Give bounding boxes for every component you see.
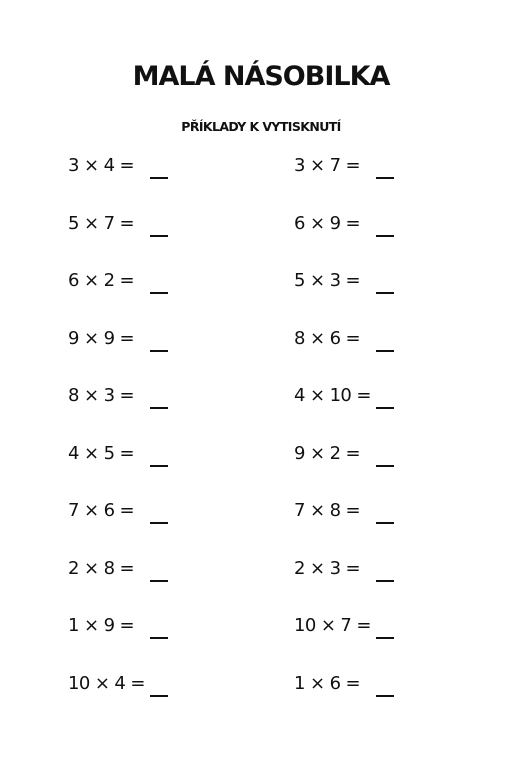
answer-blank — [376, 177, 394, 179]
answer-blank — [150, 465, 168, 467]
problem-item — [68, 148, 268, 206]
problem-item — [68, 378, 268, 436]
problem-expression: 10 × 7 = — [294, 615, 371, 636]
page-subtitle: PŘÍKLADY K VYTISKNUTÍ — [181, 119, 341, 134]
answer-blank — [150, 350, 168, 352]
answer-blank — [376, 695, 394, 697]
problem-expression: 3 × 7 = — [294, 155, 361, 176]
problem-column-right — [294, 148, 494, 728]
problem-item — [68, 321, 268, 379]
problem-item — [294, 263, 494, 321]
problem-expression: 7 × 6 = — [68, 500, 135, 521]
answer-blank — [376, 407, 394, 409]
answer-blank — [376, 292, 394, 294]
problem-item — [294, 436, 494, 494]
problem-item — [294, 551, 494, 609]
answer-blank — [376, 350, 394, 352]
problem-expression: 9 × 2 = — [294, 442, 361, 464]
problem-expression: 4 × 10 = — [294, 385, 371, 406]
answer-blank — [150, 637, 168, 639]
answer-blank — [150, 695, 168, 697]
problem-expression: 8 × 6 = — [294, 327, 361, 349]
problem-item — [68, 436, 268, 494]
problem-expression: 3 × 4 = — [68, 155, 135, 176]
problem-item — [68, 206, 268, 264]
problem-column-left — [68, 148, 268, 728]
problem-expression: 7 × 8 = — [294, 500, 361, 521]
problem-item — [68, 493, 268, 551]
problem-expression: 1 × 6 = — [294, 672, 361, 694]
answer-blank — [376, 235, 394, 237]
answer-blank — [150, 407, 168, 409]
problem-expression: 10 × 4 = — [68, 672, 145, 694]
problem-expression: 5 × 3 = — [294, 270, 361, 291]
problem-item — [68, 608, 268, 666]
problem-item — [294, 378, 494, 436]
problem-expression: 2 × 3 = — [294, 557, 361, 579]
problem-expression: 8 × 3 = — [68, 385, 135, 406]
problem-expression: 6 × 2 = — [68, 270, 135, 291]
problem-expression: 1 × 9 = — [68, 615, 135, 636]
problem-item — [294, 206, 494, 264]
answer-blank — [150, 292, 168, 294]
problem-item — [294, 148, 494, 206]
problem-expression: 2 × 8 = — [68, 557, 135, 579]
problem-item — [294, 666, 494, 724]
problem-item — [294, 493, 494, 551]
answer-blank — [150, 177, 168, 179]
problem-item — [68, 263, 268, 321]
answer-blank — [376, 522, 394, 524]
problem-item — [68, 551, 268, 609]
problem-expression: 4 × 5 = — [68, 442, 135, 464]
answer-blank — [376, 637, 394, 639]
answer-blank — [376, 580, 394, 582]
answer-blank — [150, 580, 168, 582]
problem-expression: 9 × 9 = — [68, 327, 135, 349]
problem-expression: 5 × 7 = — [68, 212, 135, 234]
problem-item — [68, 666, 268, 724]
answer-blank — [376, 465, 394, 467]
page-title: MALÁ NÁSOBILKA — [132, 61, 390, 92]
answer-blank — [150, 522, 168, 524]
problem-expression: 6 × 9 = — [294, 212, 361, 234]
answer-blank — [150, 235, 168, 237]
problem-item — [294, 321, 494, 379]
problem-item — [294, 608, 494, 666]
